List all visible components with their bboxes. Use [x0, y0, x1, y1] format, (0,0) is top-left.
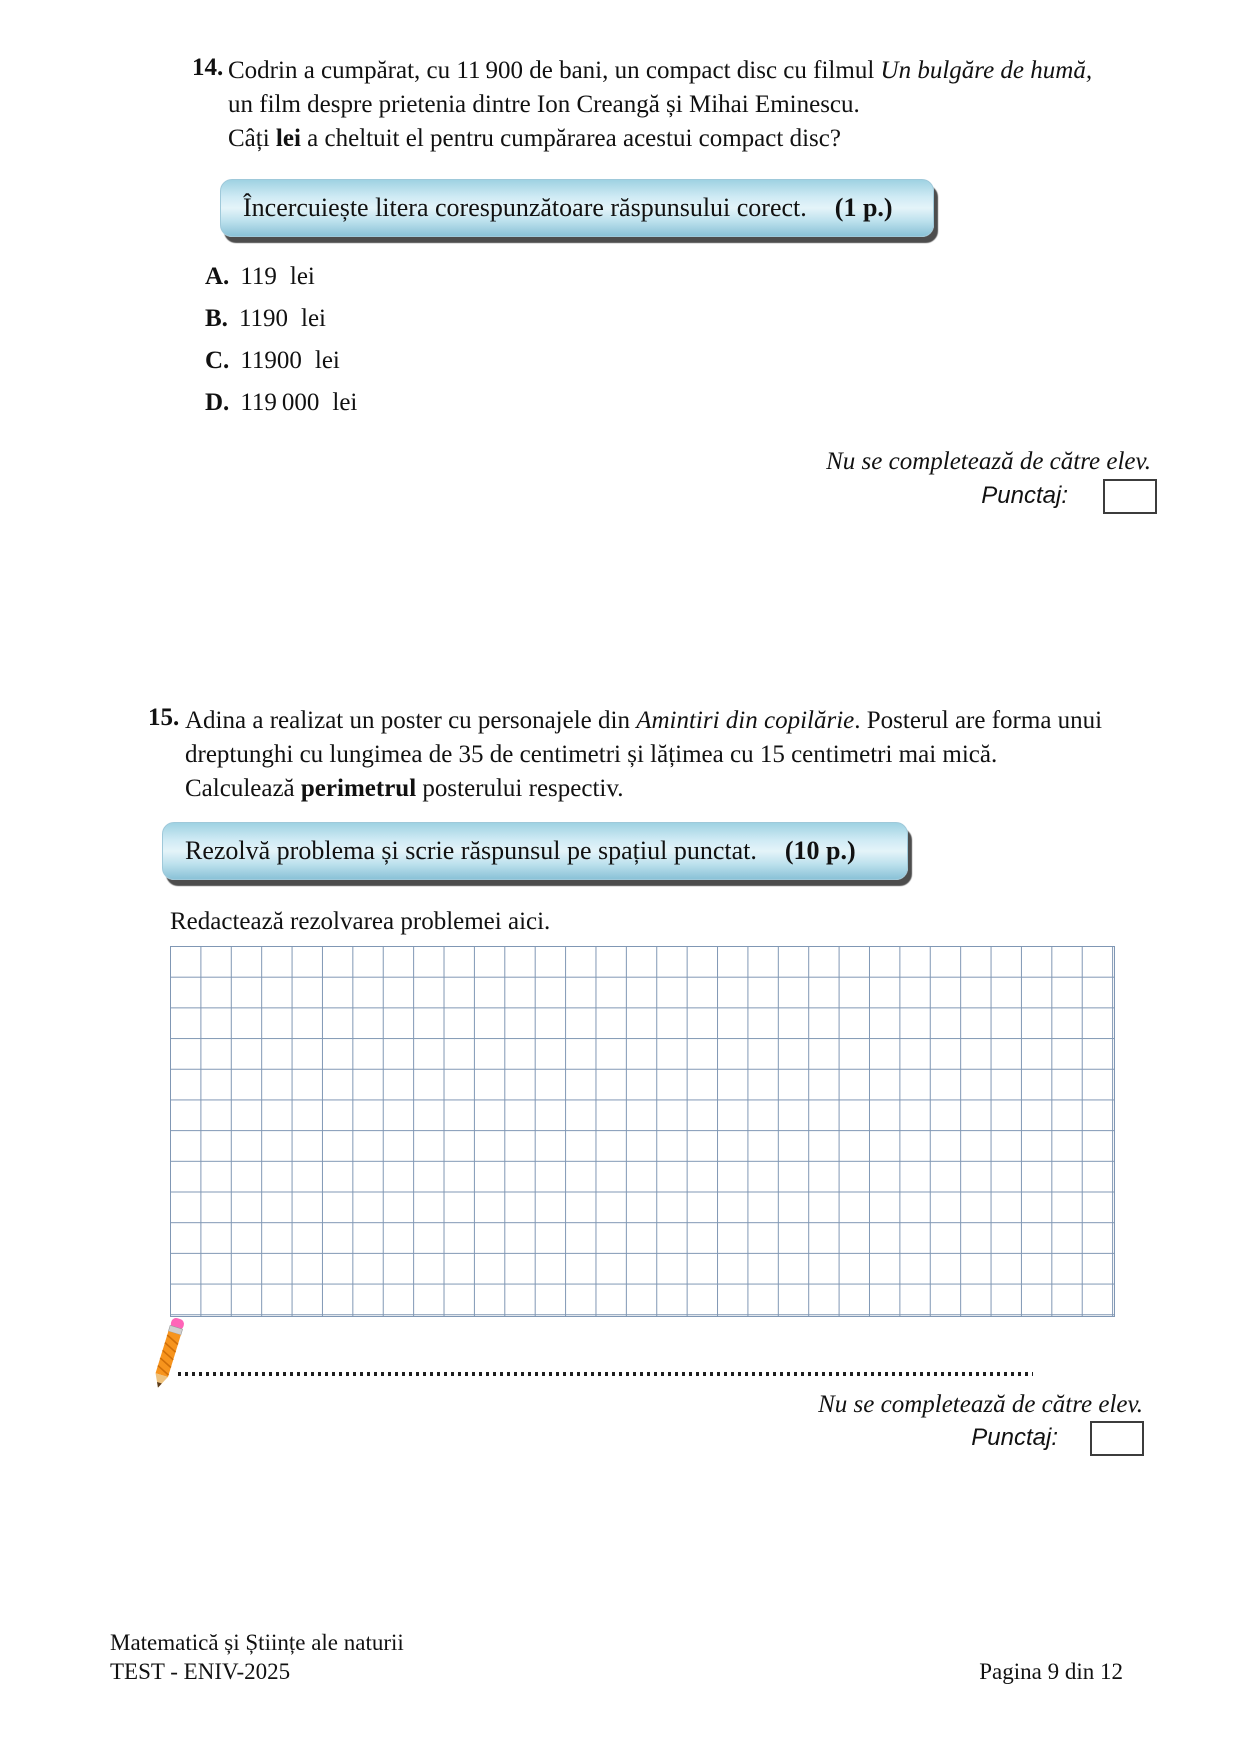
option-d[interactable] [205, 382, 357, 424]
option-a[interactable] [205, 256, 357, 298]
solution-grid-workspace[interactable] [170, 946, 1115, 1317]
banner-q15-points: (10 p.) [784, 836, 856, 865]
banner-q14-points: (1 p.) [834, 193, 893, 222]
option-a-unit: lei [289, 263, 315, 290]
option-c[interactable] [205, 340, 357, 382]
question-15-line-2: dreptunghi cu lungimea de 35 de centimetri și lățimea cu 15 centimetri mai mică. [185, 741, 998, 768]
option-c-unit: lei [314, 347, 340, 374]
teacher-note-q15: Nu se completează de către elev. [818, 1391, 1143, 1418]
footer-test-code: TEST - ENIV-2025 [110, 1659, 291, 1684]
question-14-text [228, 54, 1092, 156]
page-footer [110, 1628, 404, 1686]
question-14-line-1: Codrin a cumpărat, cu 11 900 de bani, un compact disc cu filmul Un bulgăre de humă, [228, 57, 1093, 84]
score-label-q15: Punctaj: [971, 1424, 1058, 1451]
option-b-letter: B. [205, 305, 228, 332]
instruction-banner-q14 [220, 179, 934, 237]
option-a-letter: A. [205, 263, 230, 290]
option-d-letter: D. [205, 389, 230, 416]
option-b-unit: lei [301, 305, 327, 332]
footer-subject: Matematică și Științe ale naturii [110, 1630, 404, 1655]
question-15-text [185, 704, 1102, 806]
answer-options-q14 [205, 256, 357, 424]
instruction-banner-q15 [162, 822, 908, 880]
question-14-line-2: un film despre prietenia dintre Ion Creangă și Mihai Eminescu. [228, 91, 860, 118]
pencil-icon [143, 1314, 193, 1392]
option-a-value: 119 [240, 263, 277, 290]
score-label-q14: Punctaj: [981, 482, 1068, 509]
score-box-q14[interactable] [1103, 479, 1157, 514]
footer-page-number: Pagina 9 din 12 [979, 1659, 1123, 1684]
question-15-number: 15. [148, 704, 180, 731]
banner-q14-label: Încercuiește litera corespunzătoare răspunsului corect. [243, 193, 807, 222]
question-15-line-3: Calculează perimetrul posterului respectiv. [185, 775, 624, 802]
answer-dotted-line[interactable] [178, 1372, 1033, 1376]
option-d-unit: lei [332, 389, 358, 416]
score-box-q15[interactable] [1090, 1421, 1144, 1456]
option-d-value: 119 000 [240, 389, 320, 416]
question-15-line-1: Adina a realizat un poster cu personajele din Amintiri din copilărie. Posterul are forma unui [185, 707, 1103, 734]
option-b-value: 1190 [238, 305, 289, 332]
question-14-line-3: Câți lei a cheltuit el pentru cumpărarea acestui compact disc? [228, 125, 841, 152]
banner-q15-label: Rezolvă problema și scrie răspunsul pe spațiul punctat. [185, 836, 757, 865]
option-c-value: 11900 [240, 347, 302, 374]
option-c-letter: C. [205, 347, 230, 374]
workspace-label: Redactează rezolvarea problemei aici. [170, 908, 551, 935]
teacher-note-q14: Nu se completează de către elev. [826, 448, 1151, 475]
option-b[interactable] [205, 298, 357, 340]
question-14-number: 14. [192, 54, 224, 81]
